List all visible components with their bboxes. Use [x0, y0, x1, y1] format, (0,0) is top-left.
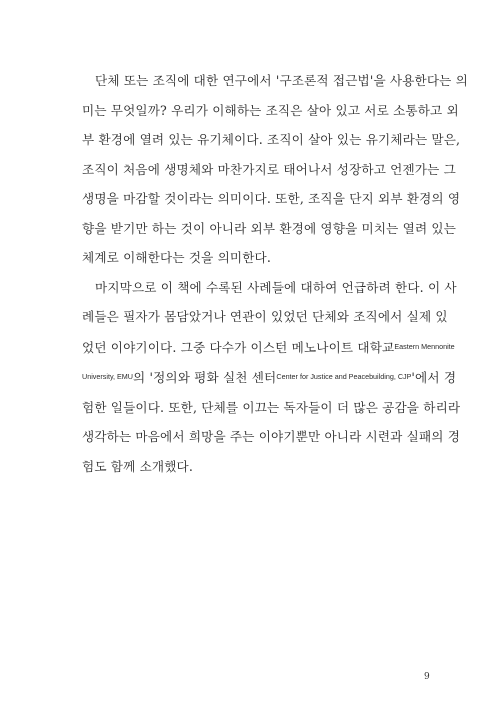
- text-segment: 었던 이야기이다. 그중 다수가 이스턴 메노나이트 대학교: [82, 339, 395, 355]
- paragraph-1: [82, 66, 468, 273]
- text-line: [82, 332, 455, 363]
- text-segment: '에서 경: [411, 370, 457, 385]
- english-annotation: Eastern Mennonite: [394, 341, 455, 351]
- text-line: 생각하는 마음에서 희망을 주는 이야기뿐만 아니라 시련과 실패의 경: [82, 429, 461, 444]
- text-line: 례들은 필자가 몸담았거나 연관이 있었던 단체와 조직에서 실제 있: [82, 309, 448, 324]
- text-line: 험도 함께 소개했다.: [82, 458, 193, 474]
- text-line: 미는 무엇일까? 우리가 이해하는 조직은 살아 있고 서로 소통하고 외: [82, 102, 459, 118]
- english-annotation: University, EMU: [82, 372, 133, 381]
- english-annotation: Center for Justice and Peacebuilding, CJP: [276, 372, 412, 381]
- text-line: 생명을 마감할 것이라는 의미이다. 또한, 조직을 단지 외부 환경의 영: [82, 191, 461, 206]
- text-line: 단체 또는 조직에 대한 연구에서 '구조론적 접근법'을 사용한다는 의: [95, 73, 468, 88]
- text-line: [82, 362, 457, 393]
- paragraph-2: [82, 273, 461, 482]
- text-line: 조직이 처음에 생명체와 마찬가지로 태어나서 성장하고 언젠가는 그: [82, 161, 456, 177]
- text-line: 향을 받기만 하는 것이 아니라 외부 환경에 영향을 미치는 열려 있는: [82, 220, 457, 236]
- text-line: 체계로 이해한다는 것을 의미한다.: [82, 250, 272, 265]
- text-line: 마지막으로 이 책에 수록된 사례들에 대하여 언급하려 한다. 이 사: [95, 279, 457, 295]
- body-text: [82, 66, 468, 481]
- text-segment: 의 '정의와 평화 실천 센터: [132, 370, 277, 385]
- text-line: 부 환경에 열려 있는 유기체이다. 조직이 살아 있는 유기체라는 말은,: [82, 132, 461, 147]
- text-line: 험한 일들이다. 또한, 단체를 이끄는 독자들이 더 많은 공감을 하리라: [82, 399, 461, 415]
- page-number: 9: [424, 672, 430, 682]
